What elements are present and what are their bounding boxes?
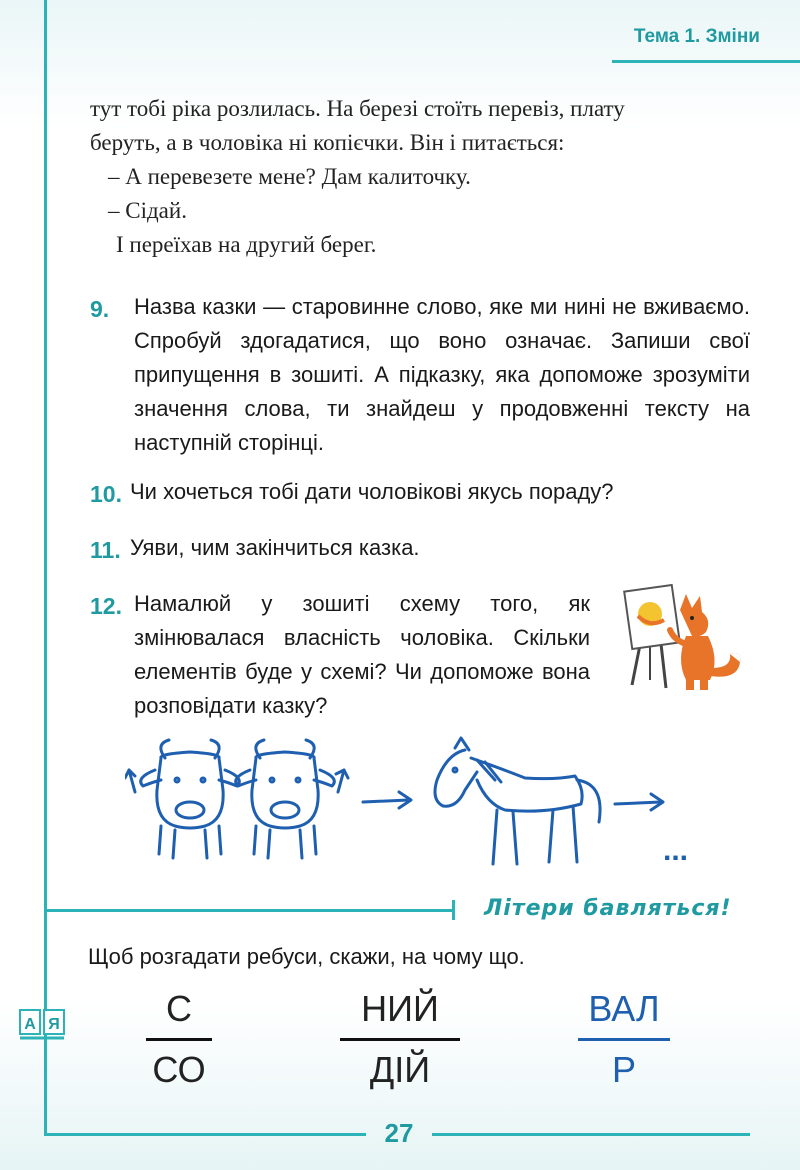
task-text: Чи хочеться тобі дати чоловікові якусь пораду? — [130, 479, 614, 504]
task-text: Намалюй у зошиті схему того, як змінювалася власність чоловіка. Скільки елементів буде у схемі? Чи допоможе вона розповідати казку? — [134, 591, 590, 718]
rebus-1 — [146, 986, 212, 1093]
alphabet-book-icon — [18, 1008, 66, 1042]
rebus-fraction-bar — [340, 1038, 460, 1041]
chapter-title: Тема 1. Зміни — [633, 26, 760, 47]
story-line: тут тобі ріка розлилась. На березі стоїть перевіз, плату — [90, 96, 625, 121]
rebus-top: НИЙ — [361, 988, 439, 1029]
task-11 — [90, 531, 770, 567]
rebus-bottom: Р — [611, 1049, 636, 1090]
rebus-bottom: ДІЙ — [369, 1049, 431, 1090]
page-number: 27 — [384, 1118, 414, 1148]
task-text: Назва казки — старовинне слово, яке ми нині не вживаємо. Спробуй здогадатися, що воно означає. Запиши свої припущення в зошиті. А підказку, яка допоможе зрозуміти значення слова, ти знайдеш у продовженні тексту на наступній сторінці. — [134, 294, 750, 455]
section-title: Літери бавляться! — [484, 896, 732, 921]
rebus-top: ВАЛ — [588, 988, 660, 1029]
footer-rule-left — [44, 1133, 366, 1136]
diagram-ellipsis: ... — [663, 834, 689, 867]
task-number: 9. — [90, 296, 110, 322]
task-12 — [90, 587, 610, 727]
story-line: І переїхав на другий берег. — [116, 232, 377, 257]
rebus-bottom: СО — [152, 1049, 206, 1090]
task-number: 12. — [90, 593, 122, 619]
rebus-3 — [578, 986, 670, 1093]
svg-text:Я: Я — [48, 1016, 60, 1033]
rebus-fraction-bar — [146, 1038, 212, 1041]
header-rule — [612, 60, 800, 63]
arrow-2 — [615, 794, 663, 810]
rebus-fraction-bar — [578, 1038, 670, 1041]
task-number: 10. — [90, 481, 122, 507]
task-number: 11. — [90, 537, 121, 563]
fox-easel-illustration — [620, 580, 750, 700]
task-text: Уяви, чим закінчиться казка. — [130, 535, 420, 560]
task-10 — [90, 475, 770, 511]
rebus-2 — [340, 986, 460, 1093]
ox-drawing-2 — [236, 740, 348, 858]
ox-drawing-1 — [125, 740, 239, 858]
section-rule — [44, 909, 452, 912]
story-line: беруть, а в чоловіка ні копієчки. Він і питається: — [90, 130, 565, 155]
story-line: – Сідай. — [108, 198, 187, 223]
rebus-top: С — [166, 988, 192, 1029]
horse-drawing — [435, 738, 600, 864]
svg-text:А: А — [24, 1016, 36, 1033]
rebus-instructions: Щоб розгадати ребуси, скажи, на чому що. — [88, 944, 525, 969]
story-text — [90, 92, 750, 262]
story-line: – А перевезете мене? Дам калиточку. — [108, 164, 471, 189]
section-rule-tick — [452, 900, 455, 920]
footer-rule-right — [432, 1133, 750, 1136]
task-9 — [90, 290, 770, 460]
left-margin-rule — [44, 0, 47, 1135]
ownership-scheme-diagram — [125, 730, 725, 880]
arrow-1 — [363, 792, 411, 808]
